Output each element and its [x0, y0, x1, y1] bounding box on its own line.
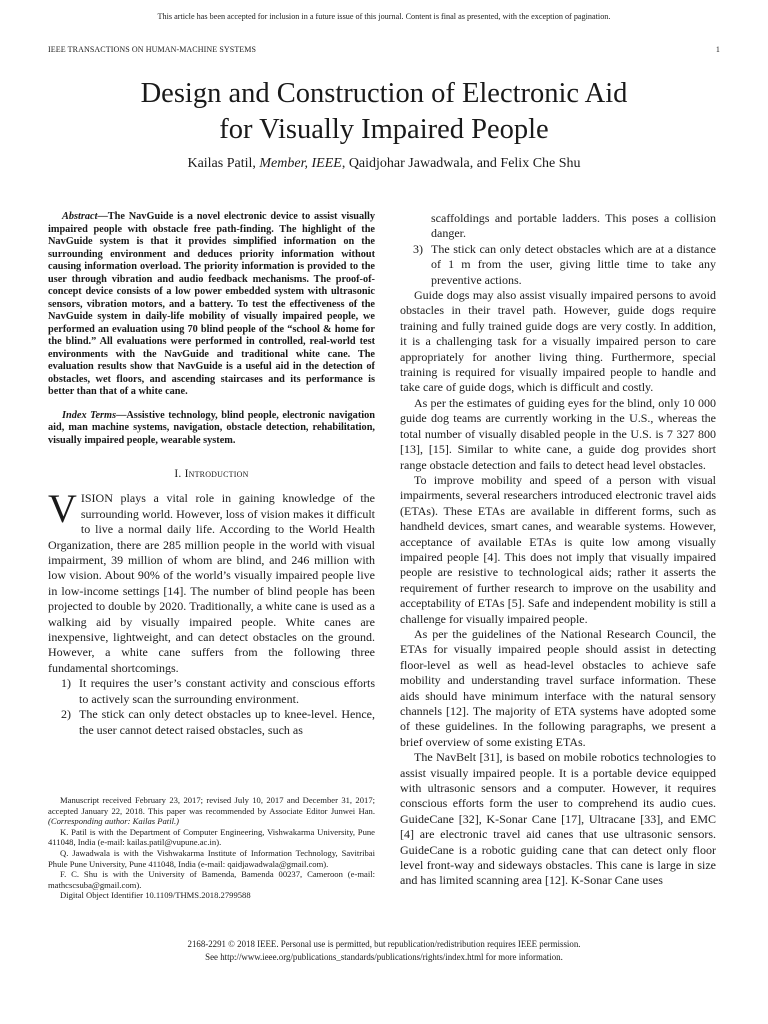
running-head [48, 45, 720, 54]
doi: Digital Object Identifier 10.1109/THMS.2018.2799588 [60, 890, 251, 901]
list-item-continued [400, 211, 716, 242]
shortcomings-list-continued [400, 211, 716, 288]
manuscript-history [48, 795, 375, 827]
body-paragraph: To improve mobility and speed of a person with visual impairments, several researchers introduced electronic travel aids (ETAs). These ETAs are available in different forms, such as handheld devices, smart canes, and wearable systems. However, acceptance of available ETAs is quite low among visually impaired people [4]. This does not imply that visually impaired people are resistive to technological aids; rather it asserts the requirement of further research to improve on the usability and acceptability of ETAs [5]. Safe and independent mobility is still a challenge for visually impaired people. [400, 472, 716, 626]
list-item [48, 707, 375, 738]
list-item [48, 676, 375, 707]
list-item-text: The stick can only detect obstacles up to knee-level. Hence, the user cannot detect raised obstacles, such as [79, 707, 375, 737]
body-paragraph: The NavBelt [31], is based on mobile robotics technologies to assist visually impaired people. It is a portable device equipped with ultrasonic sensors and a computer. However, it requires conscious efforts form the user to comprehend its audio cues. GuideCane [32], K-Sonar Cane [17], Ultracane [33], and EMC [4] are electronic travel aid canes that use ultrasonic sensors. GuideCane is a robotic guiding cane that can detect only floor level front-way and sideways obstacles. This cane is large in size and has limited scanning area [12]. K-Sonar Cane uses [400, 750, 716, 888]
intro-text: plays a vital role in gaining knowledge of the surrounding world. However, loss of vision makes it difficult to live a normal daily life. According to the World Health Organization, there are 285 million people in the world with visual impairment, 39 million of whom are blind, and 246 million with low vision. About 90% of the world’s visually impaired people live in low-income settings [14]. The number of blind people has been projected to double by 2020. Traditionally, a white cane is used as a walking aid by visually impaired people. White canes are inexpensive, lightweight, and can detect obstacles on the ground. However, a white cane suffers from the following three fundamental shortcomings. [48, 491, 375, 675]
author-list [0, 156, 768, 172]
index-terms [48, 410, 375, 448]
abstract-text: —The NavGuide is a novel electronic device to assist visually impaired people with obstacle free path-finding. The highlight of the NavGuide system is that it provides simplified information on the surrounding environment and deduces priority information without causing information overload. The priority information is provided to the user through vibration and audio feedback mechanisms. The proof-of-concept device consists of a low power embedded system with ultrasonic sensors, vibration motors, and a battery. To test the effectiveness of the NavGuide system in daily-life mobility of visually impaired people, we performed an evaluation using 70 blind people of the “school & home for the blind.” All evaluations were performed in controlled, real-world test environments with the NavGuide and traditional white cane. The evaluation results show that NavGuide is a useful aid in the detection of obstacles, wet floors, and ascending staircases and its performance is better than that of a white cane. [48, 211, 375, 397]
copyright-line-1: 2168-2291 © 2018 IEEE. Personal use is permitted, but republication/redistribution requires IEEE permission. [187, 939, 581, 949]
list-item-text: The stick can only detect obstacles which are at a distance of 1 m from the user, giving little time to take any preventive actions. [431, 241, 716, 287]
title-line-1: Design and Construction of Electronic Aid [140, 78, 628, 109]
right-column [400, 211, 716, 889]
list-item-number: 3) [413, 241, 423, 256]
corresponding-author: (Corresponding author: Kailas Patil.) [48, 816, 179, 827]
index-terms-label: Index Terms [62, 409, 117, 421]
body-paragraph: As per the guidelines of the National Research Council, the ETAs for visually impaired people should assist in detecting floor-level as well as head-level obstacles to achieve safe mobility and understanding travel surface information. These aids should have minimum interface with the natural sensory channels [12]. The majority of ETA systems have adopted some of these guidelines. In the following paragraphs, we present a brief overview of some existing ETAs. [400, 626, 716, 749]
intro-paragraph [48, 486, 375, 676]
journal-name: IEEE TRANSACTIONS ON HUMAN-MACHINE SYSTEMS [48, 45, 257, 54]
list-item [400, 242, 716, 288]
paper-title [0, 76, 768, 148]
title-line-2: for Visually Impaired People [219, 114, 549, 145]
copyright-line-2: See http://www.ieee.org/publications_standards/publications/rights/index.html for more information. [205, 951, 563, 962]
abstract-label: Abstract [62, 211, 98, 222]
other-authors: , Qaidjohar Jawadwala, and Felix Che Shu [341, 156, 581, 171]
author-1: Kailas Patil, [187, 156, 256, 171]
index-terms-text: —Assistive technology, blind people, electronic navigation aid, man machine systems, navigation, obstacle detection, rehabilitation, visually impaired people, wearable system. [48, 409, 375, 446]
affiliation-2: Q. Jawadwala is with the Vishwakarma Institute of Information Technology, Savitribai Phule Pune University, Pune 411048, India (e-mail: qaidjawadwala@gmail.com). [48, 847, 375, 869]
body-paragraph: As per the estimates of guiding eyes for the blind, only 10 000 guide dog teams are currently working in the U.S., whereas the total number of visually disabled people in the U.S. is 7 327 800 [13], [15]. Similar to white cane, a guide dog provides short range obstacle detection and fails to detect head level obstacles. [400, 395, 716, 472]
acceptance-notice: This article has been accepted for inclusion in a future issue of this journal. Content is final as presented, with the exception of pagination. [157, 12, 611, 21]
abstract [48, 211, 375, 399]
list-item-text: scaffoldings and portable ladders. This poses a collision danger. [431, 211, 716, 241]
section-title: Introduction [184, 468, 249, 480]
affiliation-3: F. C. Shu is with the University of Bamenda, Bamenda 00237, Cameroon (e-mail: mathcscsuba@gmail.com). [48, 869, 375, 890]
list-item-text: It requires the user’s constant activity and conscious efforts to actively scan the surrounding environment. [79, 676, 375, 706]
author-membership: Member, IEEE [259, 156, 342, 171]
list-item-number: 2) [61, 707, 71, 722]
received-dates: Manuscript received February 23, 2017; revised July 10, 2017 and December 31, 2017; accepted January 22, 2018. This paper was recommended by Associate Editor Junwei Han. [48, 795, 375, 816]
section-heading-introduction [48, 467, 375, 482]
shortcomings-list [48, 676, 375, 738]
left-column [48, 211, 375, 738]
intro-lead: ISION [80, 491, 113, 506]
section-number: I. [174, 468, 182, 480]
list-item-number: 1) [61, 676, 71, 691]
affiliation-1: K. Patil is with the Department of Computer Engineering, Vishwakarma University, Pune 411048, India (e-mail: kailas.patil@vupune.ac.in). [48, 826, 375, 848]
page-number: 1 [715, 45, 720, 54]
footnote [48, 795, 375, 901]
copyright-notice [0, 938, 768, 963]
body-paragraph: Guide dogs may also assist visually impaired persons to avoid obstacles in their travel path. However, guide dogs require training and fully trained guide dogs are very costly. In addition, it is a challenging task for a visually impaired person to care appropriately for another living thing. Furthermore, special training is required for visually impaired people to handle and take care of guide dogs, which is difficult and costly. [400, 288, 716, 395]
drop-cap: V [48, 486, 77, 532]
